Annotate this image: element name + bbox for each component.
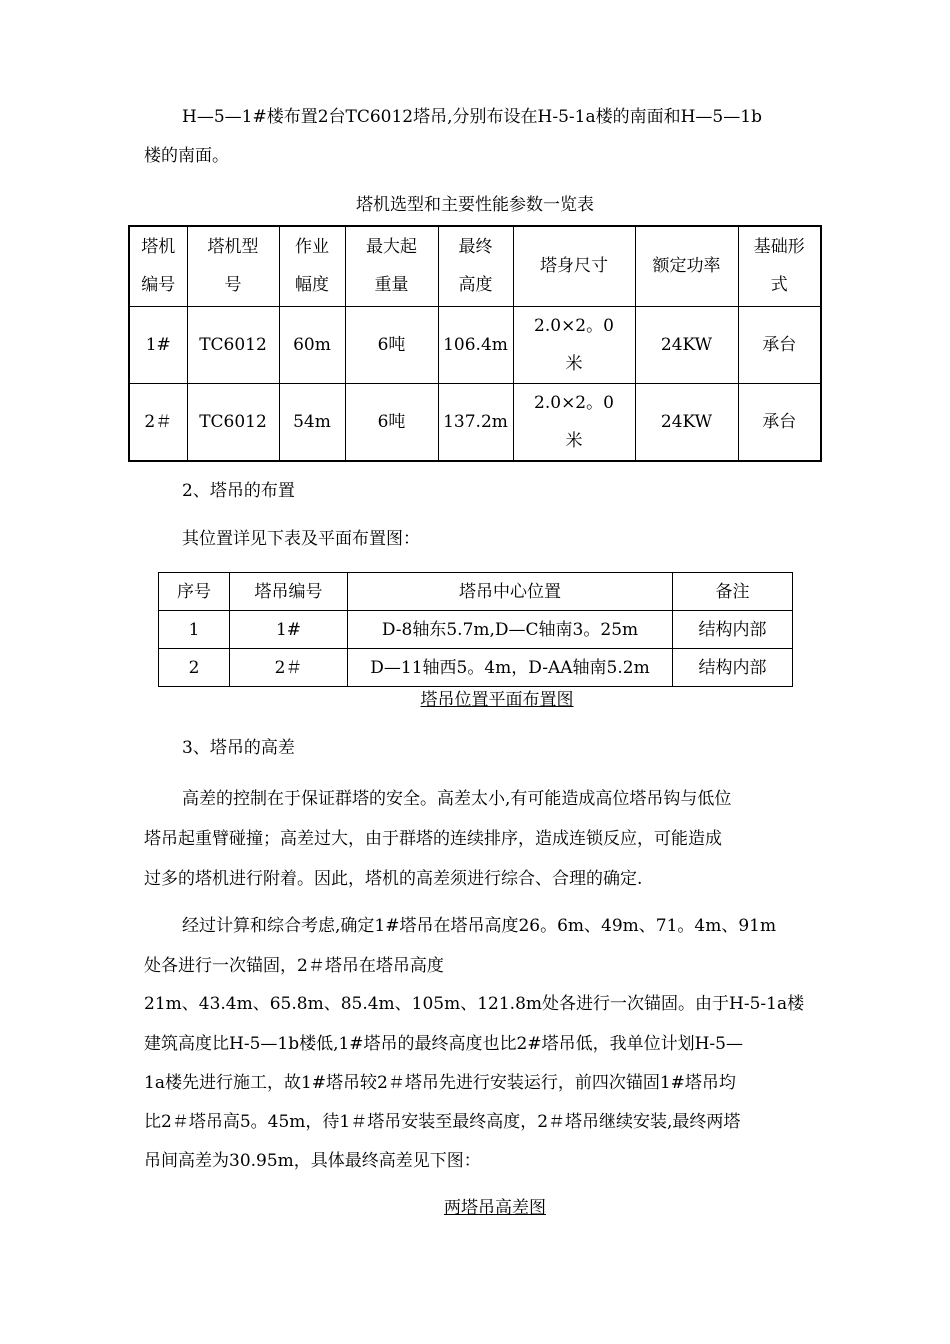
header-cell: 额定功率 xyxy=(635,226,738,306)
table-cell: 2＃ xyxy=(230,649,348,687)
header-cell: 作业 幅度 xyxy=(279,226,345,306)
section-heading: 3、塔吊的高差 xyxy=(182,738,295,758)
header-cell: 最终 高度 xyxy=(438,226,513,306)
table-cell: 承台 xyxy=(738,306,821,383)
table-cell: D-8轴东5.7m,D—C轴南3。25m xyxy=(348,611,673,649)
table-cell: TC6012 xyxy=(187,306,279,383)
header-cell: 最大起 重量 xyxy=(345,226,438,306)
header-cell: 基础形 式 xyxy=(738,226,821,306)
section-heading: 2、塔吊的布置 xyxy=(182,481,295,501)
table-row xyxy=(159,611,793,649)
table-cell: 结构内部 xyxy=(673,649,793,687)
tower-crane-spec-table xyxy=(128,225,822,462)
paragraph-line: 楼的南面。 xyxy=(144,146,229,166)
paragraph-line: 1a楼先进行施工，故1#塔吊较2＃塔吊先进行安装运行，前四次锚固1#塔吊均 xyxy=(144,1073,736,1093)
paragraph-line: 其位置详见下表及平面布置图： xyxy=(182,529,420,549)
table-header-row xyxy=(129,226,821,306)
paragraph-line: 建筑高度比H-5—1b楼低,1#塔吊的最终高度也比2#塔吊低，我单位计划H-5— xyxy=(144,1034,743,1054)
table-cell: 1# xyxy=(129,306,187,383)
paragraph-line: 高差的控制在于保证群塔的安全。高差太小,有可能造成高位塔吊钩与低位 xyxy=(182,789,732,809)
paragraph-line: 经过计算和综合考虑,确定1#塔吊在塔吊高度26。6m、49m、71。4m、91m xyxy=(182,916,777,936)
header-cell: 塔机型 号 xyxy=(187,226,279,306)
figure-caption: 两塔吊高差图 xyxy=(444,1198,546,1218)
table-cell: 1# xyxy=(230,611,348,649)
table-cell: 2＃ xyxy=(129,383,187,461)
table-cell: 24KW xyxy=(635,306,738,383)
header-cell: 塔吊中心位置 xyxy=(348,573,673,611)
paragraph-line: 21m、43.4m、65.8m、85.4m、105m、121.8m处各进行一次锚固。由于H-5-1a楼 xyxy=(144,994,805,1014)
paragraph-line: H—5—1#楼布置2台TC6012塔吊,分别布设在H-5-1a楼的南面和H—5—1b xyxy=(182,107,762,127)
paragraph-line: 处各进行一次锚固，2＃塔吊在塔吊高度 xyxy=(144,956,444,976)
paragraph-line: 比2＃塔吊高5。45m，待1＃塔吊安装至最终高度，2＃塔吊继续安装,最终两塔 xyxy=(144,1112,741,1132)
header-cell: 塔机 编号 xyxy=(129,226,187,306)
plan-caption: 塔吊位置平面布置图 xyxy=(420,690,574,710)
header-cell: 备注 xyxy=(673,573,793,611)
table-cell: 结构内部 xyxy=(673,611,793,649)
table-cell: 2.0×2。0 米 xyxy=(513,383,635,461)
table-row xyxy=(129,306,821,383)
table-cell: 承台 xyxy=(738,383,821,461)
table1-title: 塔机选型和主要性能参数一览表 xyxy=(356,195,594,215)
table-cell: TC6012 xyxy=(187,383,279,461)
table-header-row xyxy=(159,573,793,611)
table-row xyxy=(129,383,821,461)
paragraph-line: 塔吊起重臂碰撞；高差过大，由于群塔的连续排序，造成连锁反应，可能造成 xyxy=(144,829,722,849)
table-cell: 24KW xyxy=(635,383,738,461)
table-cell: 137.2m xyxy=(438,383,513,461)
table-cell: 60m xyxy=(279,306,345,383)
paragraph-line: 过多的塔机进行附着。因此，塔机的高差须进行综合、合理的确定. xyxy=(144,869,643,889)
table-cell: 6吨 xyxy=(345,383,438,461)
table-cell: 2 xyxy=(159,649,230,687)
header-cell: 序号 xyxy=(159,573,230,611)
table-cell: 106.4m xyxy=(438,306,513,383)
table-cell: 1 xyxy=(159,611,230,649)
table-cell: 2.0×2。0 米 xyxy=(513,306,635,383)
table-cell: 54m xyxy=(279,383,345,461)
table-row xyxy=(159,649,793,687)
table-cell: D—11轴西5。4m，D-AA轴南5.2m xyxy=(348,649,673,687)
paragraph-line: 吊间高差为30.95m，具体最终高差见下图： xyxy=(144,1151,481,1171)
header-cell: 塔吊编号 xyxy=(230,573,348,611)
table-cell: 6吨 xyxy=(345,306,438,383)
crane-position-table xyxy=(158,572,793,687)
header-cell: 塔身尺寸 xyxy=(513,226,635,306)
